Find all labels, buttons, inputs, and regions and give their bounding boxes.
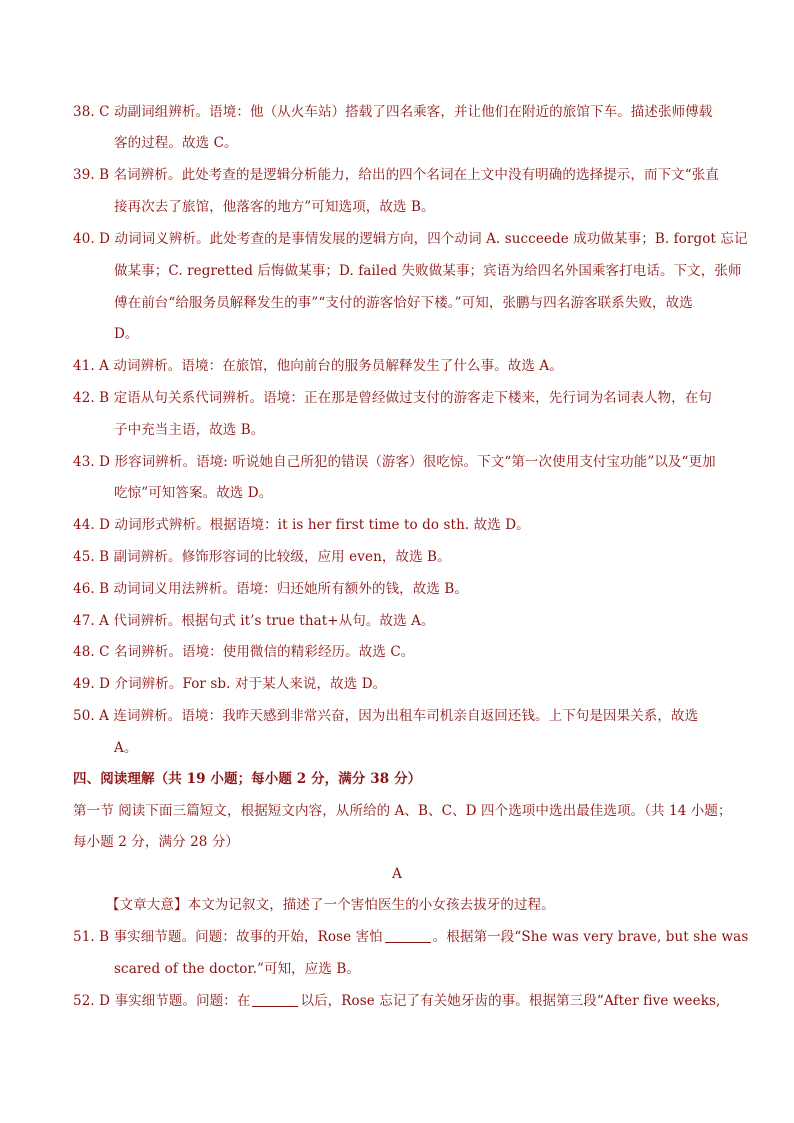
answer-line: 46. B 动词词义用法辨析。语境：归还她所有额外的钱，故选 B。 [73,581,468,597]
passage-summary: 【文章大意】本文为记叙文，描述了一个害怕医生的小女孩去拔牙的过程。 [106,897,555,913]
q51-text-end: 。根据第一段“She was very brave, but she was [432,929,749,945]
answer-line: 47. A 代词辨析。根据句式 it’s true that+从句。故选 A。 [73,613,435,629]
answer-line: 45. B 副词辨析。修饰形容词的比较级，应用 even，故选 B。 [73,549,451,565]
answer-blank [252,992,298,1007]
answer-line-continued: 接再次去了旅馆，他落客的地方”可知选项，故选 B。 [114,199,435,215]
answer-line-continued: 傅在前台“给服务员解释发生的事”“支付的游客恰好下楼。”可知，张鹏与四名游客联系失败，故选 [114,295,693,311]
answer-blank [385,928,431,943]
instruction-line-1: 第一节 阅读下面三篇短文，根据短文内容，从所给的 A、B、C、D 四个选项中选出最佳选项。（共 14 小题； [73,803,732,819]
answer-line: 48. C 名词辨析。语境：使用微信的精彩经历。故选 C。 [73,644,415,660]
answer-line: 44. D 动词形式辨析。根据语境：it is her first time to do sth. 故选 D。 [73,517,530,533]
section-heading: 四、阅读理解（共 19 小题；每小题 2 分，满分 38 分） [73,771,422,787]
answer-line: 43. D 形容词辨析。语境: 听说她自己所犯的错误（游客）很吃惊。下文“第一次使用支付宝功能”以及“更加 [73,454,716,470]
answer-line: 39. B 名词辨析。此处考查的是逻辑分析能力，给出的四个名词在上文中没有明确的选择提示，而下文“张直 [73,167,719,183]
question-51-continued: scared of the doctor.”可知，应选 B。 [114,961,360,977]
answer-line: 38. C 动副词组辨析。语境：他（从火车站）搭载了四名乘客，并让他们在附近的旅馆下车。描述张师傅载 [73,104,713,120]
answer-line-continued: A。 [114,740,138,756]
answer-line-continued: 吃惊”可知答案。故选 D。 [114,485,273,501]
answer-line-continued: D。 [114,326,139,342]
answer-line-continued: 子中充当主语，故选 B。 [114,422,265,438]
answer-line-continued: 做某事；C. regretted 后悔做某事；D. failed 失败做某事；宾语为给四名外国乘客打电话。下文，张师 [114,263,742,279]
instruction-line-2: 每小题 2 分，满分 28 分） [73,834,240,850]
answer-line: 50. A 连词辨析。语境：我昨天感到非常兴奋，因为出租车司机亲自返回还钱。上下句是因果关系，故选 [73,708,699,724]
answer-line: 49. D 介词辨析。For sb. 对于某人来说，故选 D。 [73,676,387,692]
answer-line: 41. A 动词辨析。语境：在旅馆，他向前台的服务员解释发生了什么事。故选 A。 [73,358,563,374]
answer-line-continued: 客的过程。故选 C。 [114,135,238,151]
answer-line: 40. D 动词词义辨析。此处考查的是事情发展的逻辑方向，四个动词 A. succeede 成功做某事；B. forgot 忘记 [73,231,748,247]
answer-line: 42. B 定语从句关系代词辨析。语境：正在那是曾经做过支付的游客走下楼来，先行词为名词表人物，在句 [73,390,712,406]
question-52 [73,991,733,1011]
q51-text-start: 51. B 事实细节题。问题：故事的开始，Rose 害怕 [73,929,383,945]
passage-label: A [392,866,402,882]
q52-text-end: 以后，Rose 忘记了有关她牙齿的事。根据第三段“After five weeks, [300,993,721,1009]
q52-text-start: 52. D 事实细节题。问题：在 [73,993,251,1009]
question-51 [73,927,749,947]
